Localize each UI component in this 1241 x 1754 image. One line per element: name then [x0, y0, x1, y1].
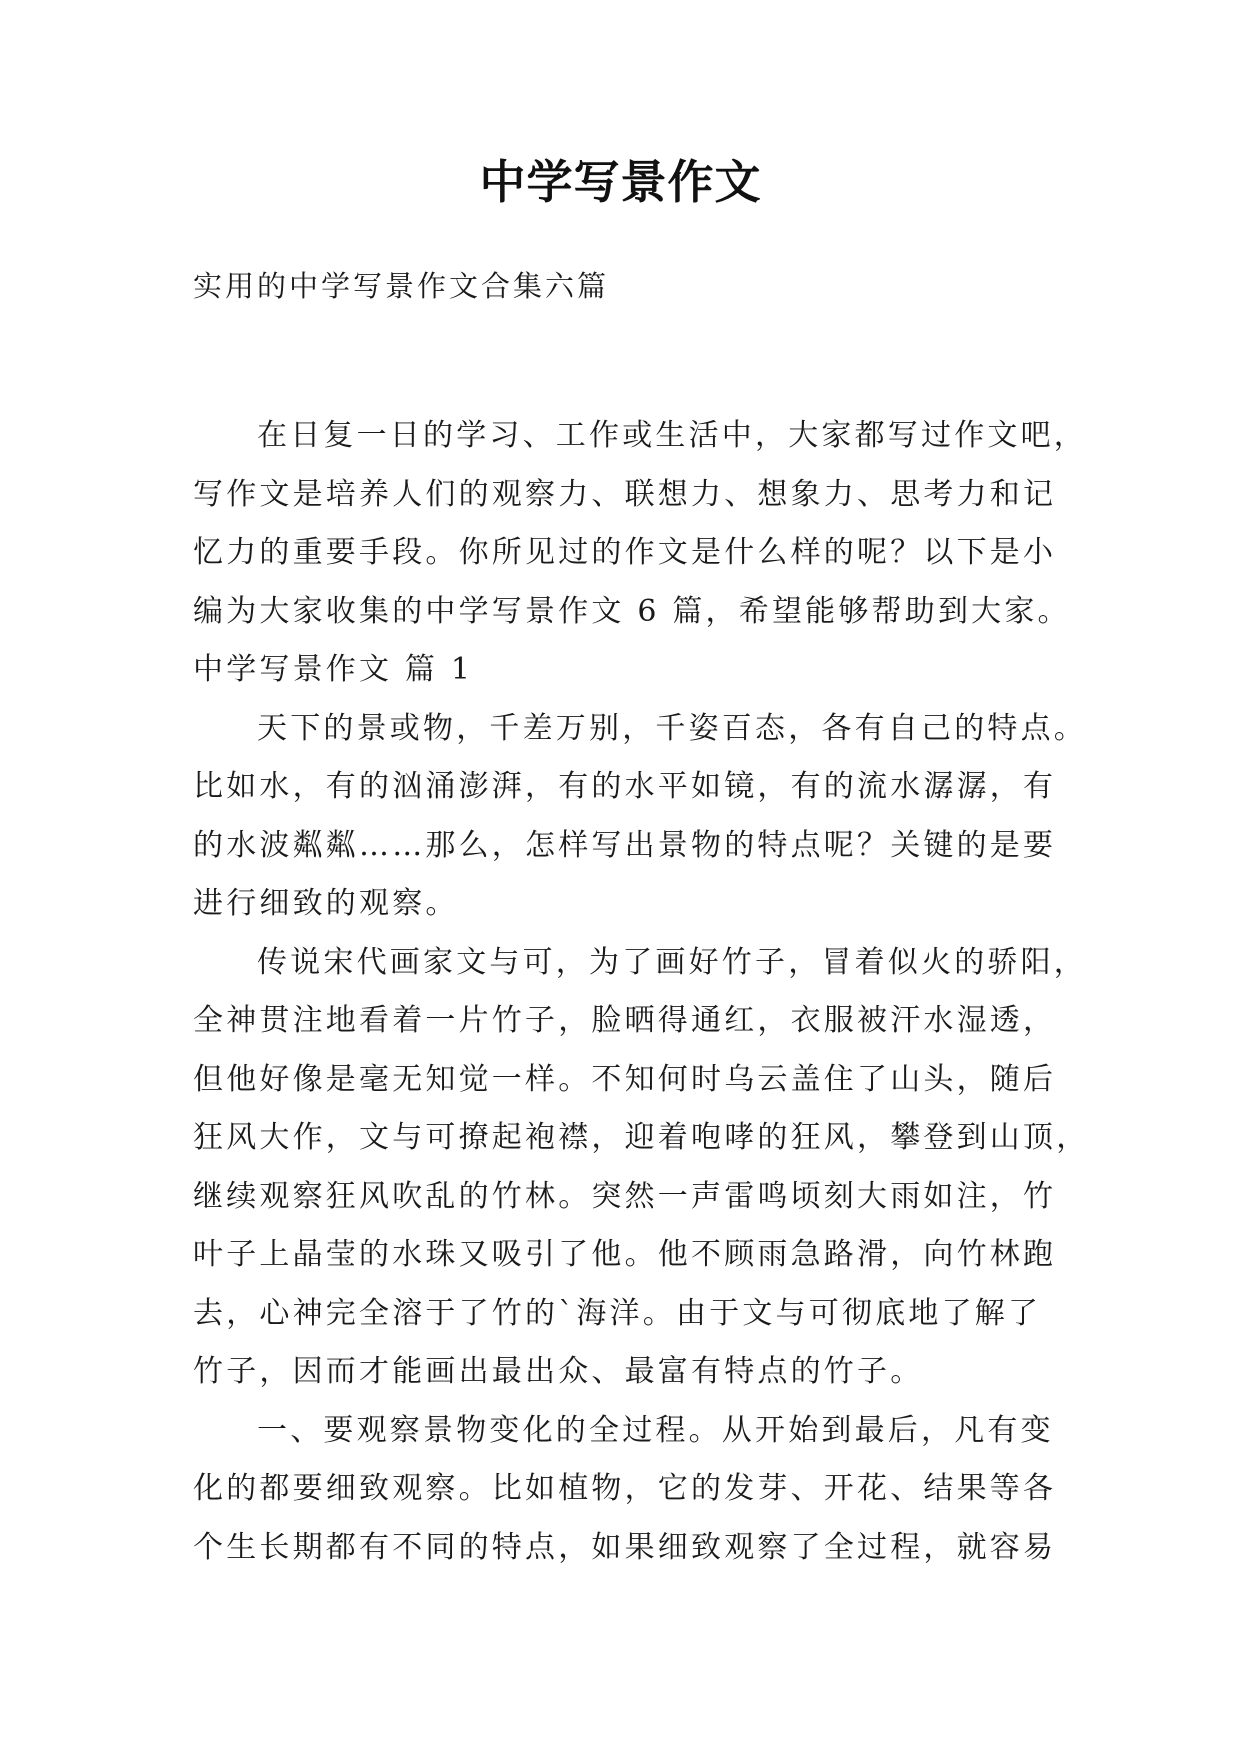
text-line: 中学写景作文 篇 1: [193, 652, 474, 687]
text-line: 但他好像是毫无知觉一样。不知何时乌云盖住了山头，随后: [193, 1061, 1057, 1097]
text-line: 比如水，有的汹涌澎湃，有的水平如镜，有的流水潺潺，有: [193, 769, 1057, 804]
text-line: 天下的景或物，千差万别，千姿百态，各有自己的特点。: [257, 710, 1087, 746]
text-line: 忆力的重要手段。你所见过的作文是什么样的呢？以下是小: [193, 535, 1057, 570]
text-line: 化的都要细致观察。比如植物，它的发芽、开花、结果等各: [193, 1471, 1057, 1506]
text-line: 传说宋代画家文与可，为了画好竹子，冒着似火的骄阳，: [257, 944, 1087, 980]
text-line: 一、要观察景物变化的全过程。从开始到最后，凡有变: [257, 1412, 1054, 1448]
text-line: 叶子上晶莹的水珠又吸引了他。他不顾雨急路滑，向竹林跑: [193, 1237, 1057, 1272]
text-line: 在日复一日的学习、工作或生活中，大家都写过作文吧，: [257, 418, 1087, 453]
text-line: 编为大家收集的中学写景作文 6 篇，希望能够帮助到大家。: [193, 593, 1071, 629]
text-line: 个生长期都有不同的特点，如果细致观察了全过程，就容易: [193, 1529, 1057, 1565]
text-line: 狂风大作，文与可撩起袍襟，迎着咆哮的狂风，攀登到山顶，: [193, 1120, 1090, 1155]
document-subtitle: 实用的中学写景作文合集六篇: [193, 269, 610, 303]
document-title: 中学写景作文: [479, 155, 762, 209]
text-line: 去，心神完全溶于了竹的`海洋。由于文与可彻底地了解了: [193, 1295, 1042, 1331]
text-line: 进行细致的观察。: [193, 886, 459, 921]
text-line: 竹子，因而才能画出最出众、最富有特点的竹子。: [193, 1354, 924, 1389]
text-line: 写作文是培养人们的观察力、联想力、想象力、思考力和记: [193, 476, 1057, 512]
text-line: 继续观察狂风吹乱的竹林。突然一声雷鸣顷刻大雨如注，竹: [193, 1178, 1057, 1214]
body-text: [193, 407, 1090, 1577]
text-line: 的水波粼粼……那么，怎样写出景物的特点呢？关键的是要: [193, 827, 1057, 863]
text-line: 全神贯注地看着一片竹子，脸晒得通红，衣服被汗水湿透，: [193, 1003, 1057, 1038]
